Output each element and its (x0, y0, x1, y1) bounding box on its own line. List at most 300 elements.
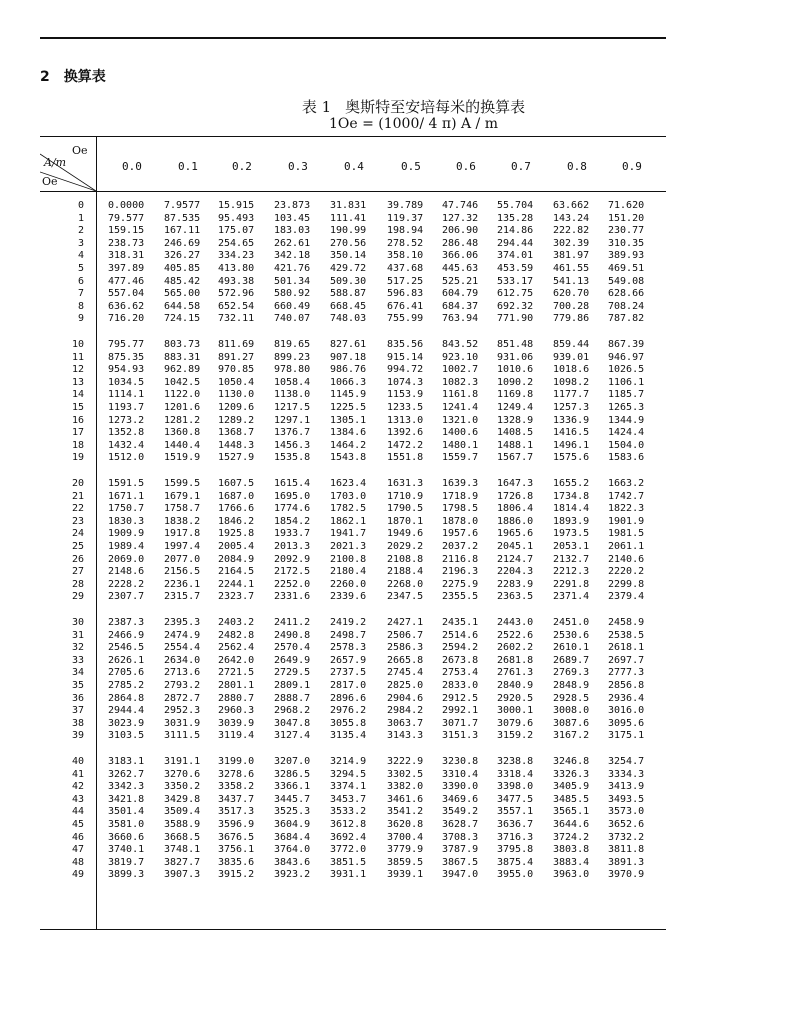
table-cell: 214.86 (497, 225, 534, 237)
table-cell: 3175.1 (608, 730, 645, 742)
table-cell: 3270.6 (164, 768, 201, 780)
table-cell: 2649.9 (274, 654, 311, 666)
table-cell: 381.97 (553, 250, 590, 262)
row-key: 29 (71, 591, 84, 603)
table-cell: 2299.8 (608, 578, 645, 590)
table-cell: 3207.0 (274, 756, 311, 767)
table-cell: 755.99 (387, 313, 424, 325)
table-cell: 1504.0 (608, 439, 645, 451)
table-cell: 724.15 (164, 313, 201, 325)
table-cell: 2045.1 (497, 541, 534, 552)
table-cell: 2681.8 (497, 654, 534, 666)
table-cell: 3055.8 (330, 717, 367, 729)
table-cell: 588.87 (330, 288, 367, 300)
table-cell: 405.85 (164, 263, 201, 274)
table-cell: 1472.2 (387, 439, 424, 451)
table-cell: 1153.9 (387, 389, 424, 401)
table-cell: 787.82 (608, 313, 645, 325)
table-cell: 2538.5 (608, 629, 645, 641)
table-cell: 3453.7 (330, 793, 367, 805)
table-cell: 1297.1 (274, 414, 311, 426)
table-cell: 358.10 (387, 250, 424, 262)
table-cell: 3724.2 (553, 831, 590, 843)
table-cell: 1392.6 (387, 427, 424, 439)
row-key: 4 (77, 250, 84, 262)
table-row (40, 591, 666, 603)
table-cell: 3811.8 (608, 844, 645, 856)
table-cell: 3588.9 (164, 819, 201, 830)
table-cell: 1090.2 (497, 376, 534, 388)
table-cell: 23.873 (274, 200, 311, 211)
table-row (40, 402, 666, 414)
table-cell: 2443.0 (497, 617, 534, 628)
table-cell: 835.56 (387, 339, 424, 350)
table-cell: 3947.0 (442, 869, 479, 881)
table-cell: 962.89 (164, 364, 201, 376)
row-key: 45 (71, 819, 84, 830)
table-row (40, 781, 666, 793)
table-cell: 1289.2 (218, 414, 255, 426)
table-cell: 3119.4 (218, 730, 255, 742)
table-cell: 970.85 (218, 364, 255, 376)
table-cell: 2053.1 (553, 541, 590, 552)
table-cell: 907.18 (330, 351, 367, 363)
top-rule (40, 37, 666, 39)
row-key: 23 (71, 515, 84, 527)
column-header: 0.5 (401, 160, 421, 173)
table-bottom-rule (40, 929, 666, 930)
row-key: 39 (71, 730, 84, 742)
table-cell: 2196.3 (442, 566, 479, 578)
table-cell: 2490.8 (274, 629, 311, 641)
table-cell: 1138.0 (274, 389, 311, 401)
table-cell: 3970.9 (608, 869, 645, 881)
table-cell: 1066.3 (330, 376, 367, 388)
table-cell: 1559.7 (442, 452, 479, 464)
table-cell: 3246.8 (553, 756, 590, 767)
table-cell: 716.20 (108, 313, 145, 325)
table-cell: 779.86 (553, 313, 590, 325)
table-cell: 3620.8 (387, 819, 424, 830)
table-cell: 859.44 (553, 339, 590, 350)
table-cell: 1893.9 (553, 515, 590, 527)
table-cell: 2092.9 (274, 553, 311, 565)
table-cell: 3795.8 (497, 844, 534, 856)
table-cell: 2435.1 (442, 617, 479, 628)
table-cell: 1591.5 (108, 478, 145, 489)
table-cell: 1679.1 (164, 490, 201, 502)
table-cell: 1281.2 (164, 414, 201, 426)
table-row (40, 769, 666, 781)
table-cell: 1328.9 (497, 414, 534, 426)
row-key: 20 (71, 478, 84, 489)
table-cell: 2419.2 (330, 617, 367, 628)
table-cell: 946.97 (608, 351, 645, 363)
table-row (40, 857, 666, 869)
table-cell: 1878.0 (442, 515, 479, 527)
table-cell: 1496.1 (553, 439, 590, 451)
table-cell: 2872.7 (164, 692, 201, 704)
table-cell: 2124.7 (497, 553, 534, 565)
table-cell: 2634.0 (164, 654, 201, 666)
table-cell: 1989.4 (108, 541, 145, 552)
table-cell: 827.61 (330, 339, 367, 350)
table-cell: 1273.2 (108, 414, 145, 426)
row-key: 34 (71, 667, 84, 679)
table-cell: 1384.6 (330, 427, 367, 439)
table-cell: 3787.9 (442, 844, 479, 856)
table-cell: 3644.6 (553, 819, 590, 830)
table-cell: 2626.1 (108, 654, 145, 666)
table-cell: 3851.5 (330, 856, 367, 868)
table-cell: 1114.1 (108, 389, 145, 401)
table-cell: 1710.9 (387, 490, 424, 502)
table-cell: 1177.7 (553, 389, 590, 401)
table-cell: 2665.8 (387, 654, 424, 666)
table-cell: 3732.2 (608, 831, 645, 843)
row-key: 13 (71, 376, 84, 388)
table-cell: 3493.5 (608, 793, 645, 805)
table-cell: 3366.1 (274, 781, 311, 793)
table-cell: 2474.9 (164, 629, 201, 641)
table-cell: 95.493 (218, 212, 255, 224)
table-cell: 1209.6 (218, 402, 255, 413)
table-cell: 1249.4 (497, 402, 534, 413)
table-row (40, 213, 666, 225)
table-cell: 159.15 (108, 225, 145, 237)
table-cell: 3612.8 (330, 819, 367, 830)
table-cell: 2880.7 (218, 692, 255, 704)
table-cell: 1161.8 (442, 389, 479, 401)
table-cell: 135.28 (497, 212, 534, 224)
table-cell: 254.65 (218, 237, 255, 249)
table-cell: 3199.0 (218, 756, 255, 767)
table-cell: 2657.9 (330, 654, 367, 666)
table-cell: 1639.3 (442, 478, 479, 489)
table-cell: 1806.4 (497, 503, 534, 515)
table-cell: 1018.6 (553, 364, 590, 376)
table-cell: 3867.5 (442, 856, 479, 868)
table-row (40, 730, 666, 742)
table-cell: 3445.7 (274, 793, 311, 805)
table-cell: 1655.2 (553, 478, 590, 489)
table-cell: 3843.6 (274, 856, 311, 868)
row-key: 2 (77, 225, 84, 237)
table-cell: 3159.2 (497, 730, 534, 742)
row-key: 7 (77, 288, 84, 300)
table-cell: 3167.2 (553, 730, 590, 742)
table-cell: 3764.0 (274, 844, 311, 856)
row-key: 19 (71, 452, 84, 464)
table-cell: 3016.0 (608, 705, 645, 717)
table-top-rule (40, 136, 666, 137)
table-cell: 1225.5 (330, 402, 367, 413)
table-cell: 2705.6 (108, 667, 145, 679)
table-cell: 3748.1 (164, 844, 201, 856)
row-key: 47 (71, 844, 84, 856)
table-cell: 3803.8 (553, 844, 590, 856)
row-key: 11 (71, 351, 84, 363)
table-cell: 1965.6 (497, 528, 534, 540)
row-key: 37 (71, 705, 84, 717)
table-cell: 3533.2 (330, 806, 367, 818)
table-cell: 286.48 (442, 237, 479, 249)
row-key: 48 (71, 856, 84, 868)
table-row (40, 667, 666, 679)
table-cell: 1058.4 (274, 376, 311, 388)
table-cell: 931.06 (497, 351, 534, 363)
table-cell: 3310.4 (442, 768, 479, 780)
table-cell: 1838.2 (164, 515, 201, 527)
table-cell: 1718.9 (442, 490, 479, 502)
table-cell: 437.68 (387, 263, 424, 274)
table-cell: 668.45 (330, 300, 367, 312)
table-header-rule (40, 191, 666, 192)
table-cell: 700.28 (553, 300, 590, 312)
table-cell: 1917.8 (164, 528, 201, 540)
table-cell: 612.75 (497, 288, 534, 300)
table-cell: 2498.7 (330, 629, 367, 641)
table-cell: 1798.5 (442, 503, 479, 515)
table-cell: 1376.7 (274, 427, 311, 439)
table-cell: 2968.2 (274, 705, 311, 717)
table-cell: 2610.1 (553, 642, 590, 654)
table-cell: 1750.7 (108, 503, 145, 515)
table-cell: 1830.3 (108, 515, 145, 527)
table-cell: 3779.9 (387, 844, 424, 856)
table-cell: 374.01 (497, 250, 534, 262)
table-cell: 2904.6 (387, 692, 424, 704)
table-cell: 3469.6 (442, 793, 479, 805)
table-row (40, 566, 666, 578)
table-cell: 453.59 (497, 263, 534, 274)
table-cell: 1862.1 (330, 515, 367, 527)
table-cell: 811.69 (218, 339, 255, 350)
table-cell: 3939.1 (387, 869, 424, 881)
table-cell: 2594.2 (442, 642, 479, 654)
table-cell: 2013.3 (274, 541, 311, 552)
table-cell: 1480.1 (442, 439, 479, 451)
table-cell: 1082.3 (442, 376, 479, 388)
table-cell: 771.90 (497, 313, 534, 325)
table-cell: 1360.8 (164, 427, 201, 439)
table-row (40, 364, 666, 376)
table-cell: 851.48 (497, 339, 534, 350)
table-cell: 1726.8 (497, 490, 534, 502)
table-cell: 262.61 (274, 237, 311, 249)
table-row (40, 806, 666, 818)
table-cell: 366.06 (442, 250, 479, 262)
table-cell: 1002.7 (442, 364, 479, 376)
table-cell: 2037.2 (442, 541, 479, 552)
table-cell: 222.82 (553, 225, 590, 237)
table-cell: 350.14 (330, 250, 367, 262)
table-cell: 3461.6 (387, 793, 424, 805)
table-cell: 3230.8 (442, 756, 479, 767)
table-cell: 939.01 (553, 351, 590, 363)
table-cell: 3628.7 (442, 819, 479, 830)
table-cell: 3883.4 (553, 856, 590, 868)
table-row (40, 263, 666, 275)
table-cell: 3294.5 (330, 768, 367, 780)
table-cell: 3827.7 (164, 856, 201, 868)
table-cell: 2379.4 (608, 591, 645, 603)
table-cell: 2984.2 (387, 705, 424, 717)
table-cell: 2856.8 (608, 680, 645, 691)
table-cell: 1456.3 (274, 439, 311, 451)
table-cell: 3286.5 (274, 768, 311, 780)
table-cell: 2785.2 (108, 680, 145, 691)
table-cell: 3342.3 (108, 781, 145, 793)
row-key: 18 (71, 439, 84, 451)
column-header: 0.8 (567, 160, 587, 173)
table-cell: 2848.9 (553, 680, 590, 691)
table-cell: 684.37 (442, 300, 479, 312)
table-row (40, 225, 666, 237)
table-cell: 1305.1 (330, 414, 367, 426)
table-cell: 461.55 (553, 263, 590, 274)
table-cell: 3421.8 (108, 793, 145, 805)
table-cell: 3485.5 (553, 793, 590, 805)
table-cell: 3382.0 (387, 781, 424, 793)
table-cell: 1169.8 (497, 389, 534, 401)
table-cell: 2753.4 (442, 667, 479, 679)
table-cell: 899.23 (274, 351, 311, 363)
table-cell: 819.65 (274, 339, 311, 350)
column-header: 0.7 (511, 160, 531, 173)
table-cell: 3008.0 (553, 705, 590, 717)
row-key: 0 (77, 200, 84, 211)
table-cell: 2482.8 (218, 629, 255, 641)
table-cell: 2570.4 (274, 642, 311, 654)
table-cell: 1034.5 (108, 376, 145, 388)
row-key: 5 (77, 263, 84, 274)
table-cell: 2928.5 (553, 692, 590, 704)
table-cell: 2864.8 (108, 692, 145, 704)
table-title (0, 96, 807, 117)
table-row (40, 794, 666, 806)
table-cell: 986.76 (330, 364, 367, 376)
table-cell: 3071.7 (442, 717, 479, 729)
table-cell: 310.35 (608, 237, 645, 249)
table-cell: 1368.7 (218, 427, 255, 439)
table-row (40, 630, 666, 642)
table-cell: 1519.9 (164, 452, 201, 464)
table-cell: 1822.3 (608, 503, 645, 515)
table-cell: 509.30 (330, 275, 367, 287)
table-cell: 3581.0 (108, 819, 145, 830)
table-cell: 55.704 (497, 200, 534, 211)
table-cell: 206.90 (442, 225, 479, 237)
table-cell: 1217.5 (274, 402, 311, 413)
table-cell: 3955.0 (497, 869, 534, 881)
table-cell: 954.93 (108, 364, 145, 376)
table-cell: 652.54 (218, 300, 255, 312)
table-cell: 2952.3 (164, 705, 201, 717)
table-cell: 15.915 (218, 200, 255, 211)
table-cell: 3214.9 (330, 756, 367, 767)
table-cell: 119.37 (387, 212, 424, 224)
table-cell: 604.79 (442, 288, 479, 300)
section-number: 2 (40, 69, 50, 85)
table-cell: 1145.9 (330, 389, 367, 401)
table-cell: 238.73 (108, 237, 145, 249)
row-key: 12 (71, 364, 84, 376)
table-cell: 1074.3 (387, 376, 424, 388)
column-header: 0.0 (122, 160, 142, 173)
table-cell: 1050.4 (218, 376, 255, 388)
table-cell: 469.51 (608, 263, 645, 274)
row-key: 42 (71, 781, 84, 793)
table-row (40, 313, 666, 325)
table-cell: 2307.7 (108, 591, 145, 603)
table-formula: 1Oe = (1000/ 4 π) A / m (328, 116, 499, 132)
table-cell: 708.24 (608, 300, 645, 312)
table-cell: 517.25 (387, 275, 424, 287)
table-cell: 1122.0 (164, 389, 201, 401)
table-cell: 1257.3 (553, 402, 590, 413)
table-cell: 1042.5 (164, 376, 201, 388)
table-cell: 2530.6 (553, 629, 590, 641)
table-cell: 2689.7 (553, 654, 590, 666)
table-cell: 2458.9 (608, 617, 645, 628)
table-cell: 3398.0 (497, 781, 534, 793)
table-cell: 3573.0 (608, 806, 645, 818)
table-cell: 2077.0 (164, 553, 201, 565)
table-row (40, 705, 666, 717)
table-cell: 660.49 (274, 300, 311, 312)
table-cell: 533.17 (497, 275, 534, 287)
table-cell: 2108.8 (387, 553, 424, 565)
table-cell: 3963.0 (553, 869, 590, 881)
table-cell: 2116.8 (442, 553, 479, 565)
table-cell: 2713.6 (164, 667, 201, 679)
table-cell: 2602.2 (497, 642, 534, 654)
table-cell: 3692.4 (330, 831, 367, 843)
row-key: 21 (71, 490, 84, 502)
table-cell: 1432.4 (108, 439, 145, 451)
table-row (40, 869, 666, 881)
table-cell: 294.44 (497, 237, 534, 249)
table-cell: 3923.2 (274, 869, 311, 881)
table-cell: 413.80 (218, 263, 255, 274)
table-cell: 2514.6 (442, 629, 479, 641)
table-cell: 3334.3 (608, 768, 645, 780)
table-cell: 421.76 (274, 263, 311, 274)
table-cell: 1790.5 (387, 503, 424, 515)
table-cell: 3684.4 (274, 831, 311, 843)
table-cell: 2061.1 (608, 541, 645, 552)
row-key: 36 (71, 692, 84, 704)
table-cell: 3549.2 (442, 806, 479, 818)
table-cell: 3318.4 (497, 768, 534, 780)
table-cell: 2960.3 (218, 705, 255, 717)
table-cell: 3095.6 (608, 717, 645, 729)
table-row (40, 288, 666, 300)
table-cell: 3859.5 (387, 856, 424, 868)
table-cell: 1201.6 (164, 402, 201, 413)
table-cell: 2331.6 (274, 591, 311, 603)
table-cell: 2268.0 (387, 578, 424, 590)
table-cell: 3915.2 (218, 869, 255, 881)
table-cell: 1901.9 (608, 515, 645, 527)
table-cell: 3302.5 (387, 768, 424, 780)
table-cell: 270.56 (330, 237, 367, 249)
table-cell: 2411.2 (274, 617, 311, 628)
table-cell: 2021.3 (330, 541, 367, 552)
table-cell: 3501.4 (108, 806, 145, 818)
table-cell: 1527.9 (218, 452, 255, 464)
